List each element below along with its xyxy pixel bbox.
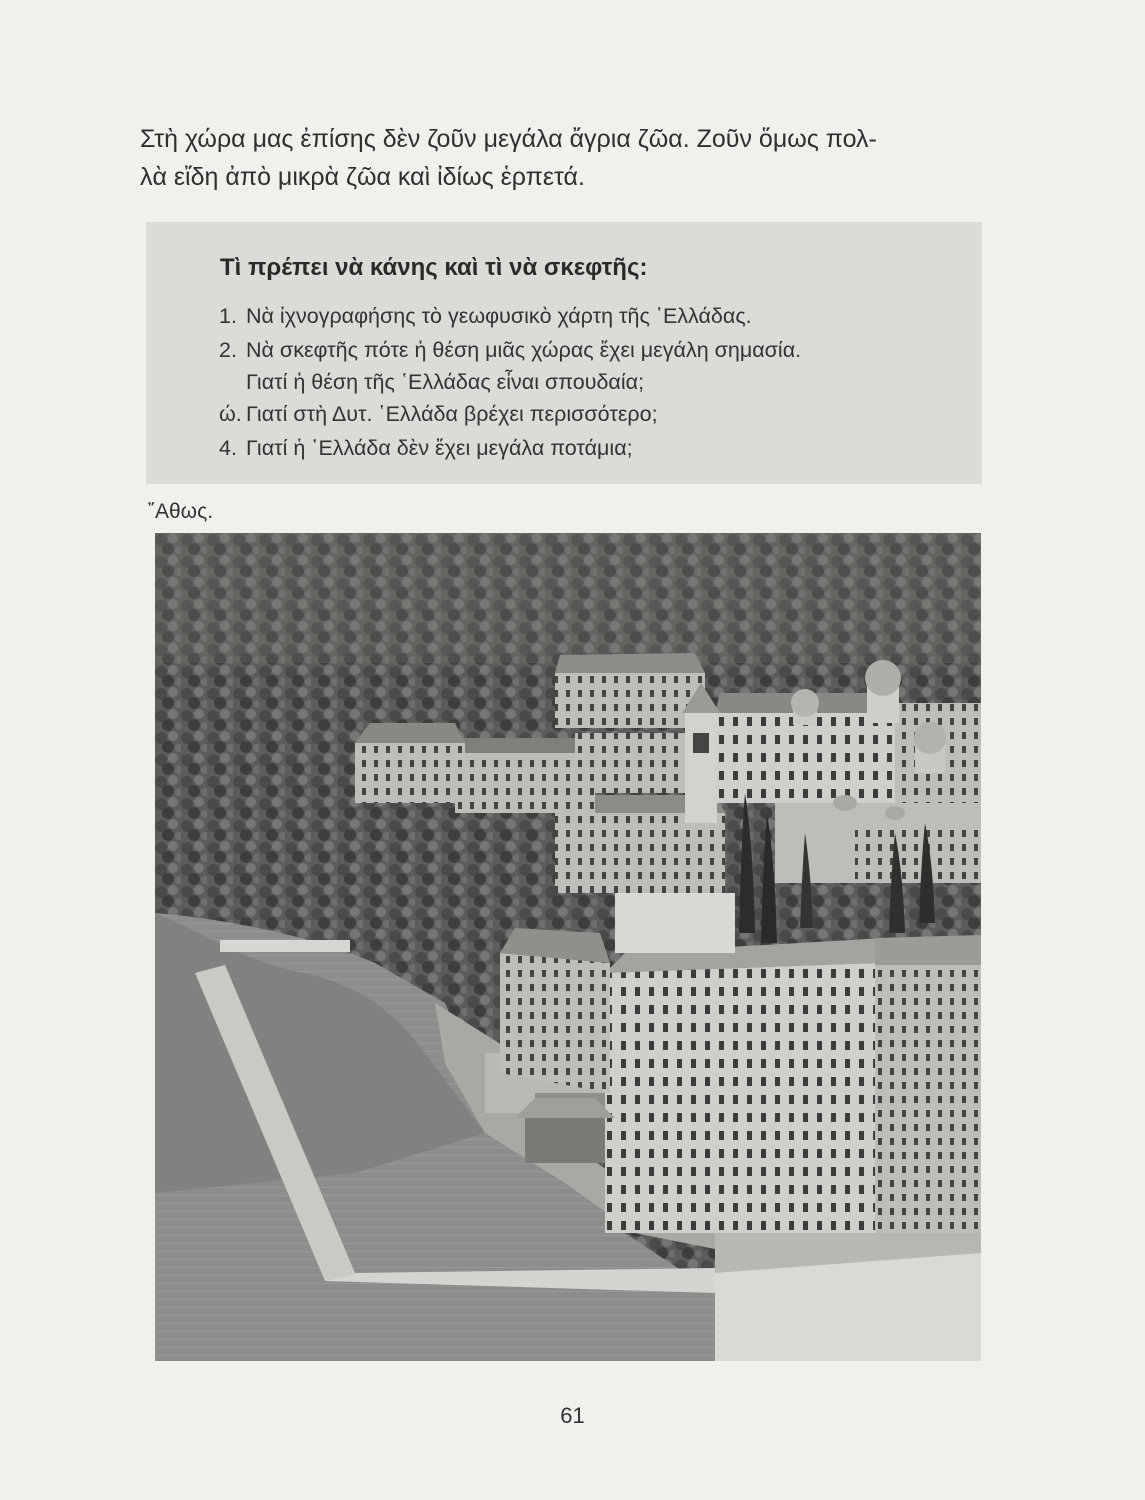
question-item bbox=[219, 398, 658, 430]
question-number: 1. bbox=[219, 304, 237, 328]
question-number: ώ. bbox=[219, 402, 242, 426]
exercise-box bbox=[146, 222, 982, 484]
question-text: Νὰ ἰχνογραφήσης τὸ γεωφυσικὸ χάρτη τῆς ῾Ελλάδας. bbox=[246, 304, 752, 328]
page-number: 61 bbox=[560, 1403, 585, 1428]
intro-line: λὰ εἴδη ἀπὸ μικρὰ ζῶα καὶ ἰδίως ἑρπετά. bbox=[140, 163, 585, 191]
intro-line: Στὴ χώρα μας ἐπίσης δὲν ζοῦν μεγάλα ἄγρια ζῶα. Ζοῦν ὅμως πολ- bbox=[140, 125, 877, 153]
question-item bbox=[219, 334, 801, 398]
photo-caption: ῎Αθως. bbox=[148, 500, 214, 523]
question-text: Γιατί ἡ ῾Ελλάδα δὲν ἔχει μεγάλα ποτάμια; bbox=[246, 436, 633, 460]
athos-monastery-photo bbox=[155, 533, 981, 1361]
question-item bbox=[219, 300, 752, 332]
question-continuation: Γιατί ἡ θέση τῆς ῾Ελλάδας εἶναι σπουδαία; bbox=[246, 370, 645, 394]
question-item bbox=[219, 432, 633, 464]
question-text: Γιατί στὴ Δυτ. ῾Ελλάδα βρέχει περισσότερο; bbox=[246, 402, 658, 426]
question-number: 4. bbox=[219, 436, 237, 460]
intro-paragraph bbox=[140, 120, 982, 196]
photo-illustration bbox=[155, 533, 981, 1361]
question-text: Νὰ σκεφτῆς πότε ἡ θέση μιᾶς χώρας ἔχει μεγάλη σημασία. bbox=[246, 338, 802, 362]
question-number: 2. bbox=[219, 338, 237, 362]
exercise-title: Τὶ πρέπει νὰ κάνης καὶ τὶ νὰ σκεφτῆς: bbox=[220, 254, 648, 281]
